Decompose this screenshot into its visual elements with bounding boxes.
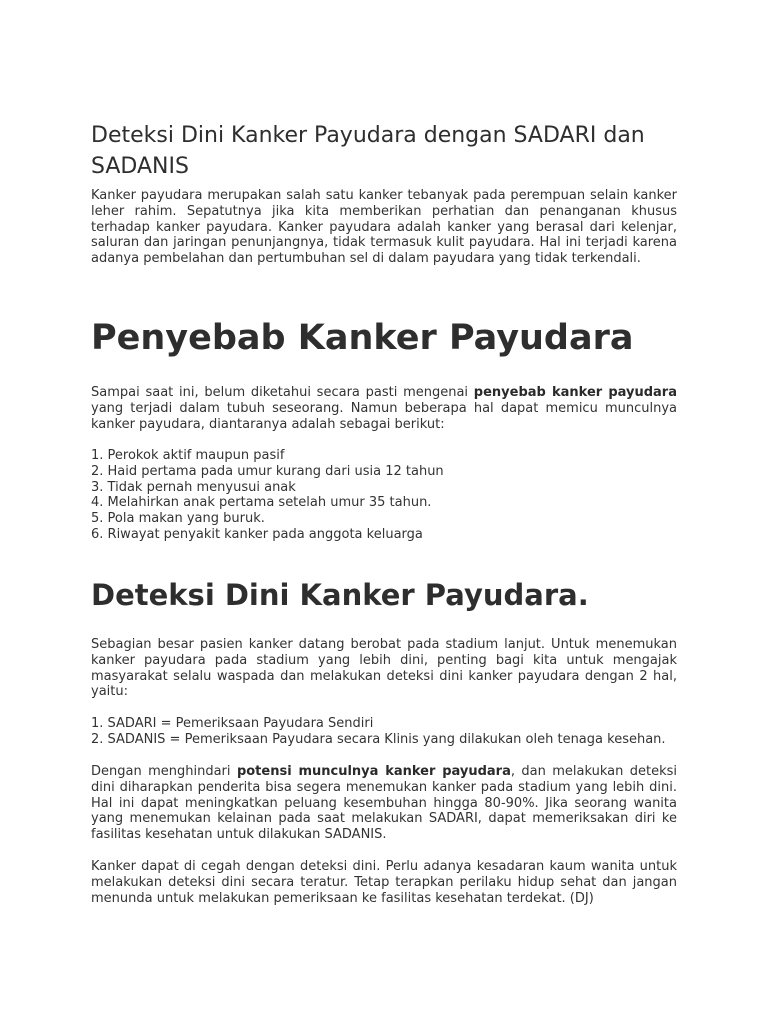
causes-text-bold: penyebab kanker payudara bbox=[473, 385, 677, 400]
prevention-paragraph bbox=[91, 764, 677, 843]
section-heading-causes: Penyebab Kanker Payudara bbox=[91, 318, 634, 358]
list-item: 2. SADANIS = Pemeriksaan Payudara secara Klinis yang dilakukan oleh tenaga kesehan. bbox=[91, 731, 666, 747]
prevention-text-after: , dan melakukan deteksi dini diharapkan penderita bisa segera menemukan kanker pada stadium yang lebih dini. Hal ini dapat meningkatkan peluang kesembuhan hingga 80-90%. Jika seorang wanita yang menemukan kelainan pada saat melakukan SADARI, dapat memeriksakan diri ke fasilitas kesehatan untuk dilakukan SADANIS. bbox=[91, 764, 678, 843]
list-item: 2. Haid pertama pada umur kurang dari usia 12 tahun bbox=[91, 463, 444, 479]
prevention-text-bold: potensi munculnya kanker payudara bbox=[236, 764, 511, 779]
intro-paragraph: Kanker payudara merupakan salah satu kanker tebanyak pada perempuan selain kanker leher rahim. Sepatutnya jika kita memberikan perhatian dan penanganan khusus terhadap kanker payudara. Kanker payudara adalah kanker yang berasal dari kelenjar, saluran dan jaringan penunjangnya, tidak termasuk kulit payudara. Hal ini terjadi karena adanya pembelahan dan pertumbuhan sel di dalam payudara yang tidak terkendali. bbox=[91, 188, 677, 267]
document-title: Deteksi Dini Kanker Payudara dengan SADARI dan SADANIS bbox=[91, 123, 645, 179]
list-item: 1. SADARI = Pemeriksaan Payudara Sendiri bbox=[91, 716, 374, 731]
list-item: 6. Riwayat penyakit kanker pada anggota keluarga bbox=[91, 526, 423, 542]
causes-text-after: yang terjadi dalam tubuh seseorang. Namun beberapa hal dapat memicu munculnya kanker payudara, diantaranya adalah sebagai berikut: bbox=[91, 400, 677, 432]
causes-list bbox=[91, 448, 677, 543]
list-item: 4. Melahirkan anak pertama setelah umur 35 tahun. bbox=[91, 495, 432, 511]
section-heading-detection: Deteksi Dini Kanker Payudara. bbox=[91, 578, 589, 612]
list-item: 5. Pola makan yang buruk. bbox=[91, 511, 265, 527]
detection-list bbox=[91, 716, 677, 748]
detection-paragraph: Sebagian besar pasien kanker datang berobat pada stadium lanjut. Untuk menemukan kanker payudara pada stadium yang lebih dini, penting bagi kita untuk mengajak masyarakat selalu waspada dan melakukan deteksi dini kanker payudara dengan 2 hal, yaitu: bbox=[91, 637, 677, 700]
list-item: 1. Perokok aktif maupun pasif bbox=[91, 448, 285, 463]
causes-text-before: Sampai saat ini, belum diketahui secara pasti mengenai bbox=[91, 385, 469, 400]
causes-paragraph bbox=[91, 385, 677, 432]
list-item: 3. Tidak pernah menyusui anak bbox=[91, 479, 296, 495]
prevention-text-before: Dengan menghindari bbox=[91, 764, 231, 779]
closing-paragraph: Kanker dapat di cegah dengan deteksi dini. Perlu adanya kesadaran kaum wanita untuk melakukan deteksi dini secara teratur. Tetap terapkan perilaku hidup sehat dan jangan menunda untuk melakukan pemeriksaan ke fasilitas kesehatan terdekat. (DJ) bbox=[91, 859, 677, 906]
